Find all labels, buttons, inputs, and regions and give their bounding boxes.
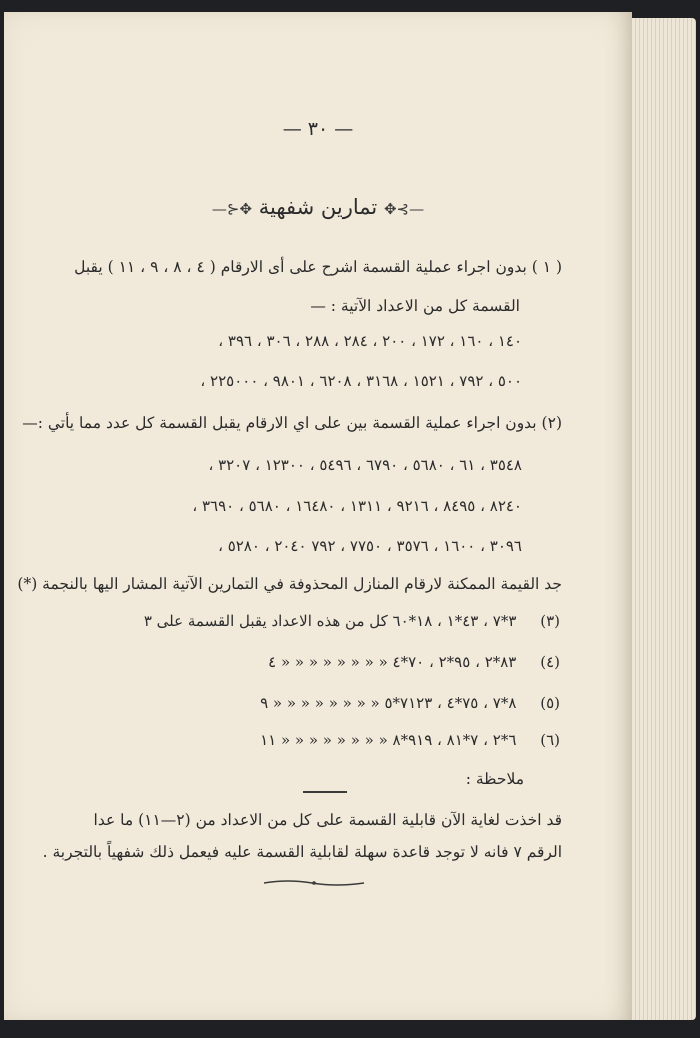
exercise-5-text: ٨*٧ ، ٧٥*٤ ، ٧١٢٣*٥ « « « « « « « « ٩ (260, 694, 517, 712)
exercise-3-label: (٣) (540, 612, 560, 630)
exercise-3 (144, 612, 560, 630)
title-ornament-right: —⊱✥ (383, 200, 425, 218)
note-line-2: الرقم ٧ فانه لا توجد قاعدة سهلة لقابلية القسمة عليه فيعمل ذلك شفهياً بالتجربة . (42, 843, 562, 861)
exercise-1-numbers-2: ٥٠٠ ، ٧٩٢ ، ١٥٢١ ، ٣١٦٨ ، ٦٢٠٨ ، ٩٨٠١ ، ٢٢٥٠٠٠ ، (200, 372, 522, 390)
exercise-6-text: ٦*٢ ، ٧*٨١ ، ٩١٩*٨ « « « « « « « « ١١ (260, 731, 517, 749)
exercise-1-numbers-1: ١٤٠ ، ١٦٠ ، ١٧٢ ، ٢٠٠ ، ٢٨٤ ، ٢٨٨ ، ٣٠٦ ، ٣٩٦ ، (218, 332, 522, 350)
exercise-4-text: ٨٣*٢ ، ٩٥*٢ ، ٧٠*٤ « « « « « « « « ٤ (268, 653, 517, 671)
title-text: تمارين شفهية (258, 195, 378, 219)
exercise-2-numbers-3: ٣٠٩٦ ، ١٦٠٠ ، ٣٥٧٦ ، ٧٧٥٠ ، ٧٩٢ ٢٠٤٠ ، ٥٢٨٠ ، (218, 537, 522, 555)
exercise-1-line-2: القسمة كل من الاعداد الآتية : — (310, 297, 520, 315)
end-divider-ornament (262, 878, 366, 888)
note-heading: ملاحظة : (465, 770, 524, 788)
exercise-2-numbers-1: ٣٥٤٨ ، ٦١ ، ٥٦٨٠ ، ٦٧٩٠ ، ٥٤٩٦ ، ١٢٣٠٠ ، ٣٢٠٧ ، (208, 456, 522, 474)
exercise-2-line-1: (٢) بدون اجراء عملية القسمة بين على اي الارقام يقبل القسمة كل عدد مما يأتي :— (22, 414, 562, 432)
exercise-5 (260, 694, 560, 712)
note-line-1: قد اخذت لغاية الآن قابلية القسمة على كل من الاعداد من (٢—١١) ما عدا (93, 811, 562, 829)
starred-instruction: جد القيمة الممكنة لارقام المنازل المحذوفة في التمارين الآتية المشار اليها بالنجمة (*) (17, 575, 562, 593)
exercise-4 (268, 653, 560, 671)
title-ornament-left: ✥⊰— (211, 200, 253, 218)
exercise-5-label: (٥) (540, 694, 560, 712)
book-page (4, 12, 632, 1020)
note-rule (303, 791, 347, 793)
page-number: — ٣٠ — (282, 118, 354, 140)
exercise-3-text: ٣*٧ ، ٤٣*١ ، ١٨*٦٠ كل من هذه الاعداد يقبل القسمة على ٣ (143, 612, 517, 630)
section-title (4, 195, 632, 219)
exercise-6 (260, 731, 560, 749)
exercise-6-label: (٦) (540, 731, 560, 749)
exercise-4-label: (٤) (540, 653, 560, 671)
exercise-1-line-1: ( ١ ) بدون اجراء عملية القسمة اشرح على أى الارقام ( ٤ ، ٨ ، ٩ ، ١١ ) يقبل (74, 258, 562, 276)
exercise-2-numbers-2: ٨٢٤٠ ، ٨٤٩٥ ، ٩٢١٦ ، ١٣١١ ، ١٦٤٨٠ ، ٥٦٨٠ ، ٣٦٩٠ ، (192, 497, 522, 515)
